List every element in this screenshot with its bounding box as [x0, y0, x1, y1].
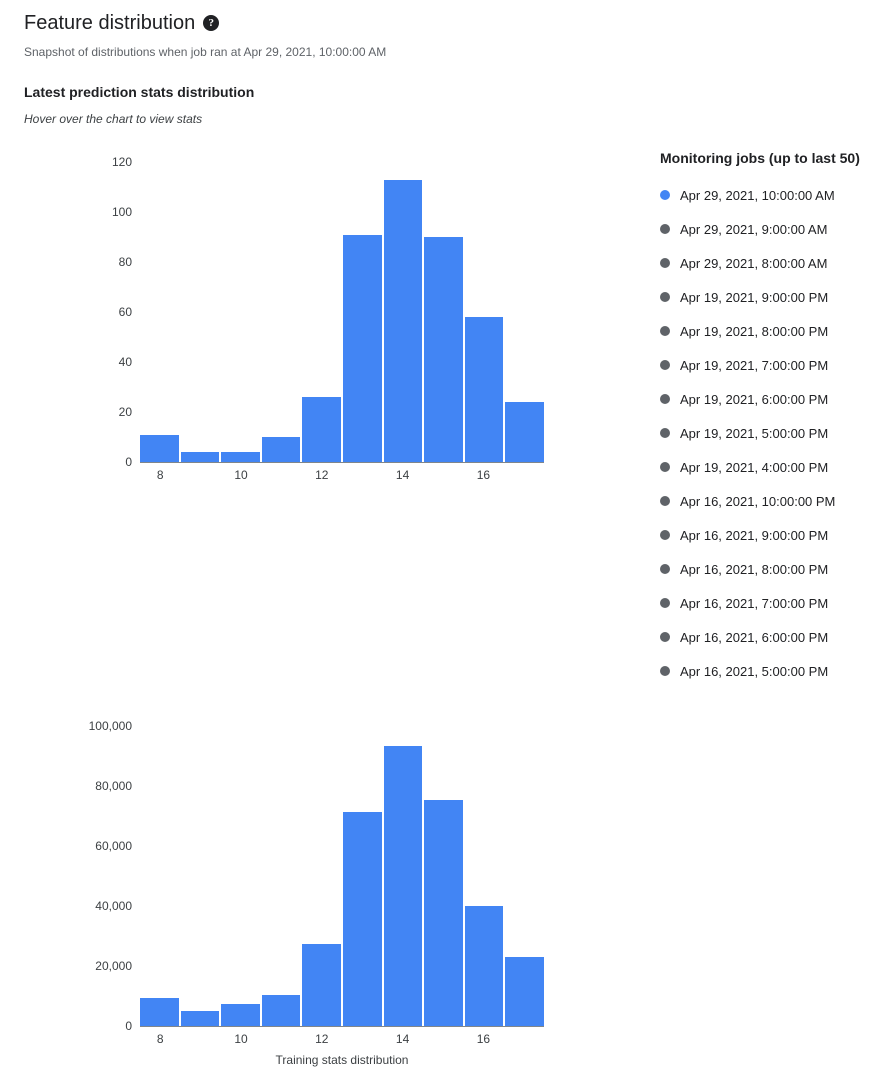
job-dot-icon — [660, 530, 670, 540]
x-axis-title-bottom: Training stats distribution — [275, 1053, 409, 1067]
job-dot-icon — [660, 258, 670, 268]
help-icon[interactable]: ? — [203, 15, 219, 31]
monitoring-job-label: Apr 16, 2021, 9:00:00 PM — [680, 527, 829, 543]
bar[interactable] — [262, 995, 301, 1027]
bar[interactable] — [424, 800, 463, 1027]
job-dot-icon — [660, 462, 670, 472]
y-tick-label: 40 — [118, 355, 132, 369]
monitoring-job-item[interactable] — [660, 314, 890, 348]
monitoring-job-item[interactable] — [660, 348, 890, 382]
x-axis-line-top — [140, 462, 544, 463]
monitoring-job-item[interactable] — [660, 518, 890, 552]
bar[interactable] — [465, 317, 504, 462]
x-tick-label: 10 — [234, 468, 248, 482]
bar[interactable] — [384, 746, 423, 1027]
monitoring-job-item[interactable] — [660, 382, 890, 416]
job-dot-icon — [660, 292, 670, 302]
monitoring-job-item[interactable] — [660, 246, 890, 280]
y-tick-label: 40,000 — [95, 899, 132, 913]
job-dot-icon — [660, 360, 670, 370]
bars-top — [140, 162, 544, 462]
bar[interactable] — [343, 235, 382, 463]
monitoring-jobs-list — [660, 178, 890, 688]
monitoring-job-item[interactable] — [660, 178, 890, 212]
bar[interactable] — [140, 435, 179, 463]
y-axis-labels-bottom — [0, 712, 132, 1067]
monitoring-job-label: Apr 16, 2021, 8:00:00 PM — [680, 561, 829, 577]
bar[interactable] — [505, 957, 544, 1026]
monitoring-job-label: Apr 19, 2021, 5:00:00 PM — [680, 425, 829, 441]
monitoring-job-label: Apr 16, 2021, 7:00:00 PM — [680, 595, 829, 611]
y-tick-label: 80,000 — [95, 779, 132, 793]
training-stats-chart[interactable] — [0, 712, 640, 1067]
plot-area-top — [140, 162, 544, 462]
x-axis-labels-top — [140, 468, 544, 486]
x-tick-label: 14 — [395, 1032, 410, 1046]
monitoring-job-label: Apr 19, 2021, 7:00:00 PM — [680, 357, 829, 373]
hover-hint: Hover over the chart to view stats — [24, 112, 203, 126]
monitoring-job-item[interactable] — [660, 416, 890, 450]
x-tick-label: 12 — [315, 468, 329, 482]
bar[interactable] — [181, 1011, 220, 1026]
x-axis-line-bottom — [140, 1026, 544, 1027]
page-subtitle: Snapshot of distributions when job ran at Apr 29, 2021, 10:00:00 AM — [24, 45, 387, 59]
bars-bottom — [140, 726, 544, 1026]
monitoring-job-label: Apr 19, 2021, 4:00:00 PM — [680, 459, 829, 475]
x-tick-label: 8 — [156, 468, 164, 482]
y-tick-label: 20,000 — [95, 959, 132, 973]
monitoring-job-label: Apr 16, 2021, 10:00:00 PM — [680, 493, 836, 509]
bar[interactable] — [505, 402, 544, 462]
bar[interactable] — [302, 397, 341, 462]
prediction-stats-chart[interactable] — [0, 148, 640, 498]
job-dot-icon — [660, 428, 670, 438]
monitoring-job-label: Apr 19, 2021, 6:00:00 PM — [680, 391, 829, 407]
job-dot-icon — [660, 190, 670, 200]
job-dot-icon — [660, 224, 670, 234]
monitoring-job-label: Apr 29, 2021, 10:00:00 AM — [680, 187, 835, 203]
x-tick-label: 12 — [315, 1032, 329, 1046]
job-dot-icon — [660, 598, 670, 608]
section-title: Latest prediction stats distribution — [24, 84, 255, 100]
monitoring-job-label: Apr 16, 2021, 5:00:00 PM — [680, 663, 829, 679]
y-tick-label: 100 — [111, 205, 132, 219]
bar[interactable] — [262, 437, 301, 462]
monitoring-job-label: Apr 29, 2021, 8:00:00 AM — [680, 255, 828, 271]
x-tick-label: 10 — [234, 1032, 248, 1046]
y-tick-label: 60,000 — [95, 839, 132, 853]
monitoring-job-item[interactable] — [660, 620, 890, 654]
y-tick-label: 100,000 — [88, 719, 132, 733]
bar[interactable] — [465, 906, 504, 1026]
monitoring-job-item[interactable] — [660, 654, 890, 688]
monitoring-jobs-title: Monitoring jobs (up to last 50) — [660, 150, 860, 166]
page-header — [24, 10, 724, 60]
x-tick-label: 8 — [156, 1032, 164, 1046]
job-dot-icon — [660, 496, 670, 506]
monitoring-job-label: Apr 16, 2021, 6:00:00 PM — [680, 629, 829, 645]
x-axis-labels-bottom — [140, 1032, 544, 1050]
monitoring-jobs-panel — [660, 150, 890, 688]
monitoring-job-item[interactable] — [660, 552, 890, 586]
bar[interactable] — [221, 452, 260, 462]
monitoring-job-item[interactable] — [660, 586, 890, 620]
bar[interactable] — [181, 452, 220, 462]
bar[interactable] — [221, 1004, 260, 1027]
monitoring-job-item[interactable] — [660, 212, 890, 246]
plot-area-bottom — [140, 726, 544, 1026]
job-dot-icon — [660, 564, 670, 574]
bar[interactable] — [384, 180, 423, 463]
job-dot-icon — [660, 394, 670, 404]
job-dot-icon — [660, 666, 670, 676]
job-dot-icon — [660, 326, 670, 336]
y-tick-label: 0 — [125, 1019, 132, 1033]
monitoring-job-label: Apr 19, 2021, 9:00:00 PM — [680, 289, 829, 305]
y-tick-label: 60 — [118, 305, 132, 319]
monitoring-job-label: Apr 19, 2021, 8:00:00 PM — [680, 323, 829, 339]
x-tick-label: 14 — [395, 468, 410, 482]
monitoring-job-item[interactable] — [660, 280, 890, 314]
bar[interactable] — [302, 944, 341, 1027]
bar[interactable] — [424, 237, 463, 462]
x-tick-label: 16 — [476, 468, 491, 482]
monitoring-job-item[interactable] — [660, 484, 890, 518]
page-title: Feature distribution — [24, 12, 196, 34]
bar[interactable] — [140, 998, 179, 1027]
job-dot-icon — [660, 632, 670, 642]
y-tick-label: 0 — [125, 455, 132, 469]
bar[interactable] — [343, 812, 382, 1027]
title-row — [24, 10, 724, 36]
x-tick-label: 16 — [476, 1032, 491, 1046]
y-tick-label: 80 — [118, 255, 132, 269]
y-axis-labels-top — [0, 148, 132, 498]
monitoring-job-label: Apr 29, 2021, 9:00:00 AM — [680, 221, 828, 237]
monitoring-job-item[interactable] — [660, 450, 890, 484]
y-tick-label: 20 — [118, 405, 132, 419]
y-tick-label: 120 — [111, 155, 132, 169]
